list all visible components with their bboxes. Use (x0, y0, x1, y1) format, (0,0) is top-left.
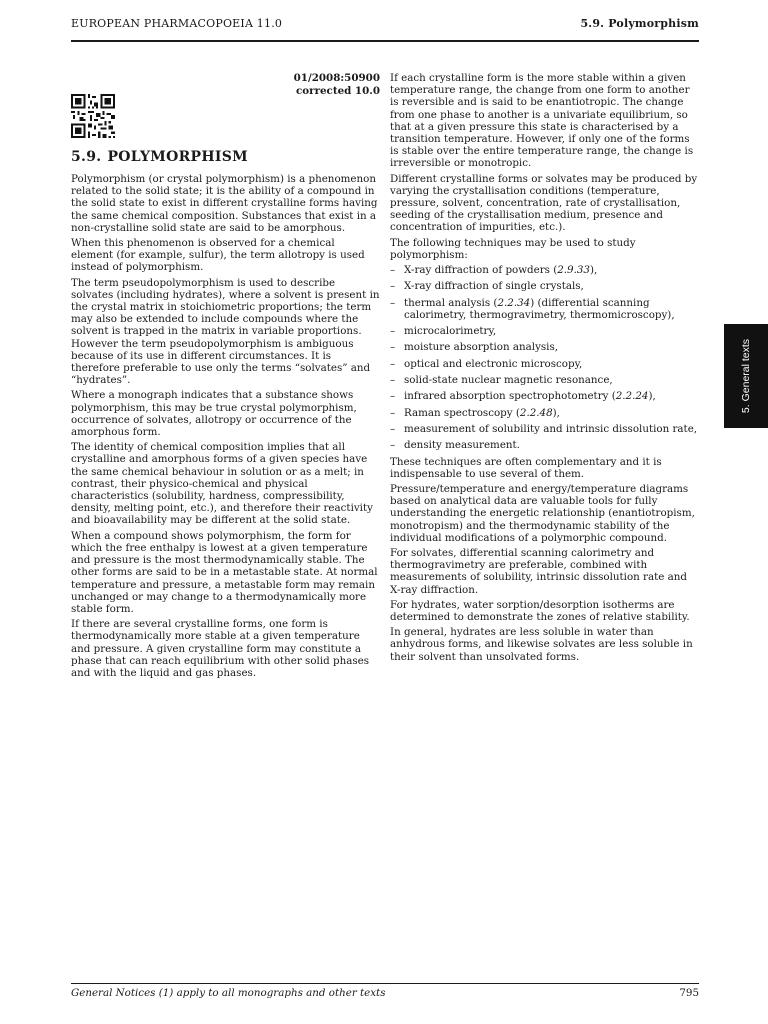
chapter-reference-link[interactable]: 2.2.48 (519, 406, 553, 419)
general-notices-note: General Notices (1) apply to all monographs and other texts (71, 987, 386, 999)
paragraph: The identity of chemical composition implies that all crystalline and amorphous forms of a given species have the same chemical behaviour in solution or as a melt; in contrast, their physico-chemical and physical characteristics (solubility, hardness, compressibility, density, melting point, etc.), and therefore their reactivity and bioavailability may be different at the solid state. (71, 441, 373, 527)
list-item: – optical and electronic microscopy, (390, 357, 583, 370)
section-heading (71, 149, 380, 165)
dash-bullet: – (390, 422, 396, 435)
section-tab[interactable] (724, 324, 768, 428)
running-header (71, 17, 699, 37)
dash-bullet: – (390, 325, 396, 338)
dash-bullet: – (390, 357, 396, 370)
paragraph: When a compound shows polymorphism, the form for which the free enthalpy is lowest at a given temperature and pressure is the most thermodynamically stable. The other forms are said to be in a metastable state. At normal temperature and pressure, a metastable form may remain unchanged or may change to a thermodynamically more stable form. (71, 529, 378, 615)
list-item: – density measurement. (390, 439, 520, 452)
qr-code-icon[interactable] (71, 94, 115, 138)
paragraph: If there are several crystalline forms, one form is thermodynamically more stable at a given temperature and pressure. A given crystalline form may constitute a phase that can reach equilibrium with other solid phases and with the liquid and gas phases. (71, 618, 370, 679)
section-title: POLYMORPHISM (107, 149, 248, 165)
publication-title: EUROPEAN PHARMACOPOEIA 11.0 (71, 17, 283, 30)
list-item: – thermal analysis (2.2.34) (differential scanning calorimetry, thermogravimetry, thermomicroscopy), (390, 296, 675, 321)
list-item: – moisture absorption analysis, (390, 341, 559, 354)
list-item: – Raman spectroscopy (2.2.48), (390, 406, 560, 419)
paragraph: If each crystalline form is the more stable within a given temperature range, the change from one form to another is reversible and is said to be enantiotropic. The change from one phase to another is a univariate equilibrium, so that at a given pressure this state is characterised by a transition temperature. However, if only one of the forms is stable over the entire temperature range, the change is irreversible or monotropic. (390, 72, 694, 170)
dash-bullet: – (390, 390, 396, 403)
monograph-reference (71, 72, 380, 97)
paragraph: The term pseudopolymorphism is used to describe solvates (including hydrates), where a solvent is present in the crystal matrix in stoichiometric proportions; the term may also be extended to include compounds where the solvent is trapped in the matrix in variable proportions. However the term pseudopolymorphism is ambiguous because of its use in different circumstances. It is therefore preferable to use only the terms “solvates” and “hydrates”. (71, 276, 380, 387)
reference-correction: corrected 10.0 (296, 84, 380, 97)
dash-bullet: – (390, 406, 396, 419)
chapter-reference-link[interactable]: 2.2.34 (497, 296, 531, 309)
header-rule (71, 40, 699, 42)
footer-rule (71, 983, 699, 984)
left-column (71, 72, 380, 682)
dash-bullet: – (390, 280, 396, 293)
list-item: – X-ray diffraction of powders (2.9.33), (390, 264, 598, 277)
paragraph: For hydrates, water sorption/desorption isotherms are determined to demonstrate the zones of relative stability. (390, 598, 690, 623)
list-item: – microcalorimetry, (390, 325, 497, 338)
paragraph: For solvates, differential scanning calorimetry and thermogravimetry are preferable, combined with measurements of solubility, intrinsic dissolution rate and X-ray diffraction. (390, 546, 687, 596)
dash-bullet: – (390, 264, 396, 277)
list-item: – measurement of solubility and intrinsic dissolution rate, (390, 422, 698, 435)
paragraph: Where a monograph indicates that a substance shows polymorphism, this may be true crystal polymorphism, occurrence of solvates, allotropy or occurrence of the amorphous form. (71, 389, 357, 439)
dash-bullet: – (390, 296, 396, 309)
section-number: 5.9. (71, 149, 102, 165)
list-item: – X-ray diffraction of single crystals, (390, 280, 584, 293)
section-tab-label: 5. General texts (740, 338, 752, 414)
chapter-title: 5.9. Polymorphism (580, 17, 699, 30)
dash-bullet: – (390, 341, 396, 354)
page-number: 795 (679, 987, 699, 999)
chapter-reference-link[interactable]: 2.2.24 (615, 390, 649, 403)
reference-number: 01/2008:50900 (293, 72, 380, 84)
paragraph: When this phenomenon is observed for a chemical element (for example, sulfur), the term allotropy is used instead of polymorphism. (71, 237, 365, 274)
paragraph: These techniques are often complementary and it is indispensable to use several of them. (390, 455, 662, 480)
chapter-reference-link[interactable]: 2.9.33 (557, 264, 590, 277)
dash-bullet: – (390, 439, 396, 452)
paragraph: The following techniques may be used to study polymorphism: (390, 236, 636, 261)
list-item: – infrared absorption spectrophotometry (2.2.24), (390, 390, 656, 403)
paragraph: Different crystalline forms or solvates may be produced by varying the crystallisation conditions (temperature, pressure, solvent, concentration, rate of crystallisation, seeding of the crystallisation medium, presence and concentration of impurities, etc.). (390, 172, 698, 234)
right-column (390, 72, 699, 666)
paragraph: Pressure/temperature and energy/temperature diagrams based on analytical data are valuable tools for fully understanding the energetic relationship (enantiotropism, monotropism) and the thermodynamic stability of the individual modifications of a polymorphic compound. (390, 482, 695, 544)
paragraph: Polymorphism (or crystal polymorphism) is a phenomenon related to the solid state; it is the ability of a compound in the solid state to exist in different crystalline forms having the same chemical composition. Substances that exist in a non-crystalline solid state are said to be amorphous. (71, 173, 378, 234)
paragraph: In general, hydrates are less soluble in water than anhydrous forms, and likewise solvates are less soluble in their solvent than unsolvated forms. (390, 626, 693, 663)
list-item: – solid-state nuclear magnetic resonance, (390, 374, 613, 387)
dash-bullet: – (390, 374, 396, 387)
techniques-list (390, 264, 699, 451)
